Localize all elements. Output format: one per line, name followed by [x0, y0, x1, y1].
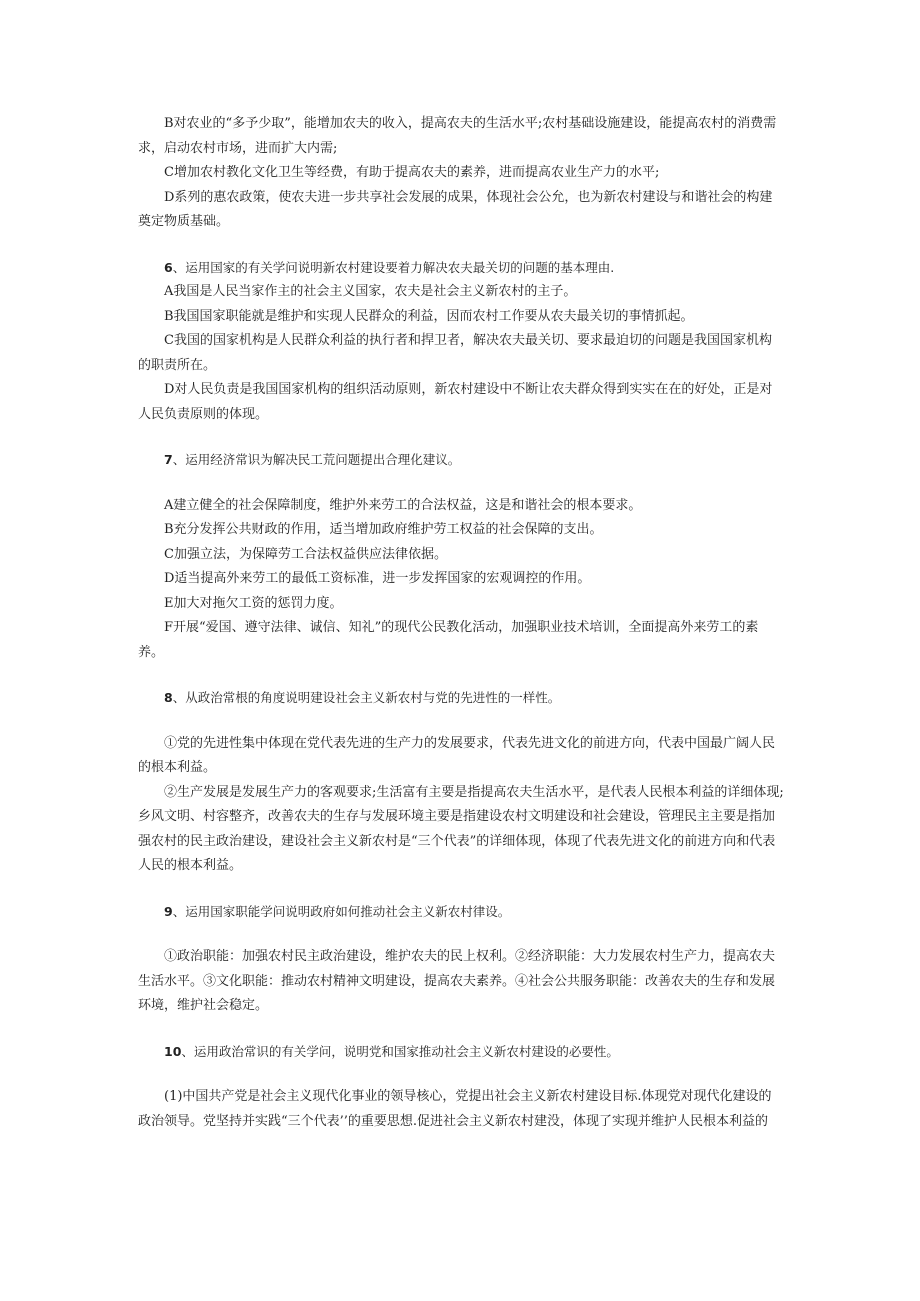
question-number: 10: [164, 1043, 182, 1059]
question-title: 、运用政治常识的有关学问，说明党和国家推动社会主义新农村建设的必要性。: [181, 1043, 619, 1059]
answer-paragraph: ①政治职能：加强农村民主政治建设，维护农夫的民上权利。②经济职能：大力发展农村生产力，提高农夫生活水平。③文化职能：推动农村精神文明建设，提高农夫素养。④社会公共服务职能：改善农夫的生存和发展环境，维护社会稳定。: [138, 949, 776, 1013]
answer-paragraph: (1)中国共产党是社会主义现代化事业的领导核心，党提出社会主义新农村建设目标.体现党对现代化建设的政治领导。党坚持并实践“三个代表’’的重要思想.促进社会主义新农村建没，体现了实现并维护人民根本利益的: [138, 1089, 772, 1129]
answer-paragraph: D适当提高外来劳工的最低工资标准，进一步发挥国家的宏观调控的作用。: [164, 571, 591, 586]
answer-paragraph: A我国是人民当家作主的社会主义国家，农夫是社会主义新农村的主子。: [164, 284, 577, 299]
question-title: 、运用国家的有关学问说明新农村建设要着力解决农夫最关切的问题的基本理由.: [172, 259, 615, 275]
question-number: 6: [164, 259, 173, 275]
question-title: 、运用国家职能学问说明政府如何推动社会主义新农村律设。: [172, 903, 511, 919]
answer-paragraph: C加强立法，为保障劳工合法权益供应法律依据。: [164, 546, 447, 562]
question-number: 8: [164, 690, 173, 705]
question-title: 、从政治常根的角度说明建设社会主义新农村与党的先进性的一样性。: [172, 690, 561, 705]
question-9-heading: [138, 900, 784, 925]
paragraph-c: C增加农村教化文化卫生等经费，有助于提高农夫的素养，进而提高农业生产力的水平;: [164, 165, 660, 180]
answer-paragraph: D对人民负责是我国国家机构的组织活动原则，新农村建设中不断让农夫群众得到实实在在的好处，正是对人民负责原则的体现。: [138, 382, 773, 422]
answer-paragraph: A建立健全的社会保障制度，维护外来劳工的合法权益，这是和谐社会的根本要求。: [164, 497, 642, 513]
question-6-heading: [138, 256, 784, 281]
question-7-heading: [138, 448, 784, 473]
answer-paragraph: C我国的国家机构是人民群众利益的执行者和捍卫者，解决农夫最关切、要求最迫切的问题是我国国家机构的职责所在。: [138, 333, 772, 373]
answer-paragraph: ②生产发展是发展生产力的客观要求;生活富有主要是指提高农夫生活水平，是代表人民根本利益的详细体现;乡风文明、村容整齐，改善农夫的生存与发展环境主要是指建设农村文明建设和社会建设，管理民主主要是指加强农村的民主政治建设，建设社会主义新农村是“三个代表”的详细体现，体现了代表先进文化的前进方向和代表人民的根本利益。: [138, 784, 784, 873]
answer-paragraph: F开展“爱国、遵守法律、诚信、知礼”的现代公民教化活动，加强职业技术培训，全面提高外来劳工的素养。: [138, 620, 759, 660]
question-10-heading: [138, 1040, 784, 1065]
answer-paragraph: E加大对拖欠工资的惩罚力度。: [164, 595, 343, 611]
question-8-heading: [138, 686, 784, 711]
paragraph-b: B对农业的“多予少取”，能增加农夫的收入，提高农夫的生活水平;农村基础设施建设，能提高农村的消费需求，启动农村市场，进而扩大内需;: [138, 116, 777, 156]
paragraph-d: D系列的惠农政策，使农夫进一步共享社会发展的成果，体现社会公允，也为新农村建设与和谐社会的构建奠定物质基础。: [138, 189, 773, 229]
question-number: 9: [164, 903, 173, 919]
answer-paragraph: B充分发挥公共财政的作用，适当增加政府维护劳工权益的社会保障的支出。: [164, 522, 603, 537]
answer-paragraph: ①党的先进性集中体现在党代表先进的生产力的发展要求，代表先进文化的前进方向，代表中国最广阔人民的根本利益。: [138, 735, 776, 775]
answer-paragraph: B我国国家职能就是维护和实现人民群众的利益，因而农村工作要从农夫最关切的事情抓起。: [164, 308, 694, 324]
document-body: [138, 112, 784, 1134]
question-number: 7: [164, 452, 173, 467]
question-title: 、运用经济常识为解决民工荒问题提出合理化建议。: [172, 452, 461, 467]
